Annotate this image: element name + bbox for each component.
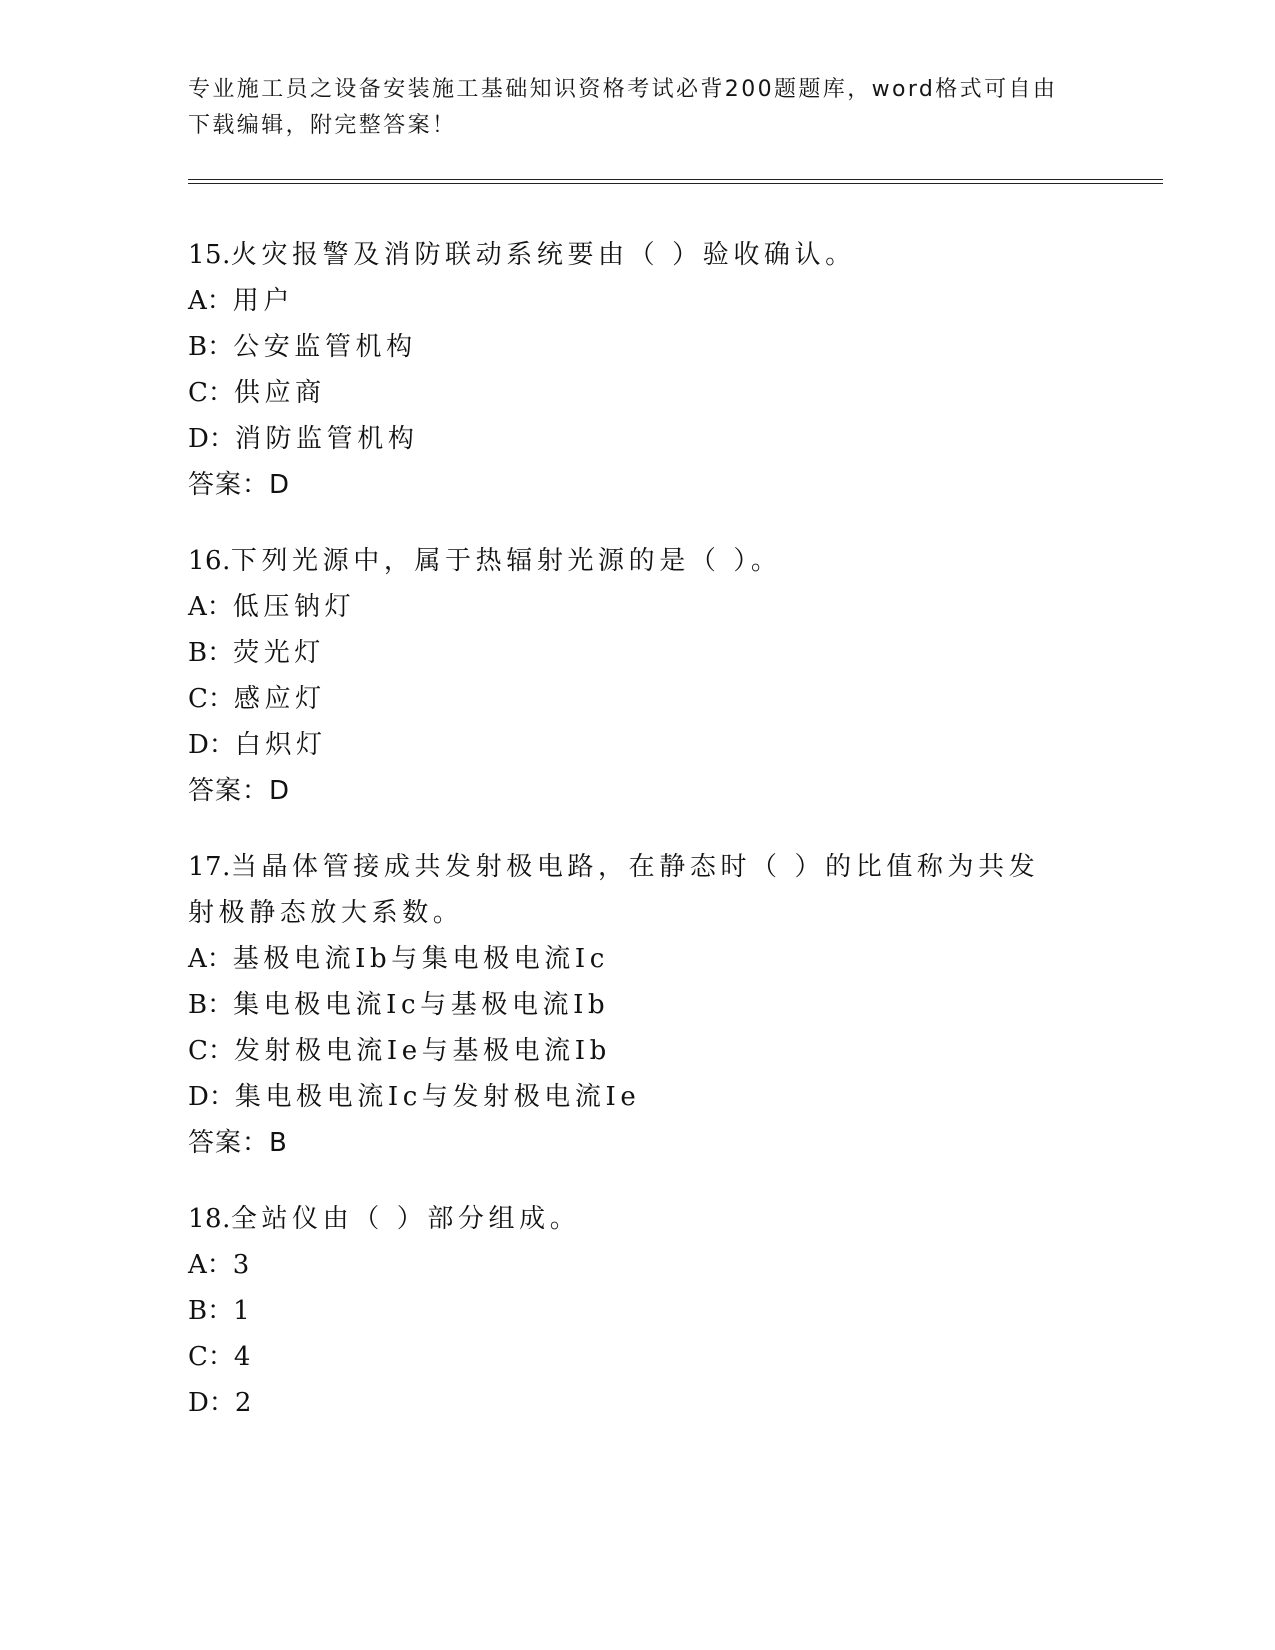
question-number: 16. bbox=[188, 546, 231, 576]
option-text: 集电极电流Ic与发射极电流Ie bbox=[234, 1082, 641, 1112]
option-text: 白炽灯 bbox=[234, 730, 327, 760]
header-line-1: 专业施工员之设备安装施工基础知识资格考试必背200题题库，word格式可自由 bbox=[188, 77, 1058, 102]
option-d bbox=[188, 1380, 1088, 1426]
option-letter: D： bbox=[188, 424, 235, 454]
option-text: 2 bbox=[234, 1388, 257, 1418]
option-b bbox=[188, 1288, 1088, 1334]
option-text: 用户 bbox=[232, 286, 294, 316]
document-header bbox=[188, 72, 1068, 144]
question-stem bbox=[188, 538, 1068, 584]
option-text: 4 bbox=[233, 1342, 256, 1372]
option-letter: D： bbox=[188, 1082, 235, 1112]
header-line-2: 下载编辑，附完整答案！ bbox=[188, 113, 457, 138]
option-b bbox=[188, 982, 1088, 1028]
question-18 bbox=[188, 1196, 1088, 1426]
option-text: 供应商 bbox=[233, 378, 326, 408]
option-letter: B： bbox=[188, 332, 234, 362]
answer-line: 答案：D bbox=[188, 470, 291, 500]
option-a bbox=[188, 936, 1088, 982]
option-text: 低压钠灯 bbox=[232, 592, 356, 622]
option-letter: C： bbox=[188, 1342, 234, 1372]
option-letter: A： bbox=[188, 944, 233, 974]
question-stem bbox=[188, 232, 1068, 278]
option-text: 公安监管机构 bbox=[233, 332, 417, 362]
option-letter: B： bbox=[188, 990, 234, 1020]
question-15 bbox=[188, 232, 1088, 508]
option-letter: A： bbox=[188, 286, 233, 316]
option-d bbox=[188, 1074, 1088, 1120]
option-text: 1 bbox=[233, 1296, 255, 1326]
option-text: 消防监管机构 bbox=[234, 424, 419, 454]
option-letter: C： bbox=[188, 1036, 234, 1066]
option-text: 3 bbox=[232, 1250, 254, 1280]
option-letter: A： bbox=[188, 1250, 233, 1280]
option-text: 发射极电流Ie与基极电流Ib bbox=[233, 1036, 611, 1066]
answer-line: 答案：B bbox=[188, 1128, 288, 1158]
option-text: 感应灯 bbox=[233, 684, 326, 714]
option-text: 荧光灯 bbox=[233, 638, 325, 668]
header-rule-bottom bbox=[188, 183, 1163, 184]
option-c bbox=[188, 370, 1088, 416]
option-d bbox=[188, 722, 1088, 768]
option-a bbox=[188, 1242, 1088, 1288]
option-a bbox=[188, 278, 1088, 324]
question-17 bbox=[188, 844, 1088, 1166]
question-text: 火灾报警及消防联动系统要由（ ）验收确认。 bbox=[230, 240, 856, 270]
option-text: 集电极电流Ic与基极电流Ib bbox=[233, 990, 610, 1020]
header-rule-top bbox=[188, 179, 1163, 180]
question-number: 18. bbox=[188, 1204, 231, 1234]
option-text: 基极电流Ib与集电极电流Ic bbox=[232, 944, 609, 974]
option-letter: B： bbox=[188, 1296, 234, 1326]
option-letter: C： bbox=[188, 684, 234, 714]
question-text: 全站仪由（ ）部分组成。 bbox=[230, 1204, 581, 1234]
option-c bbox=[188, 676, 1088, 722]
option-b bbox=[188, 324, 1088, 370]
option-letter: D： bbox=[188, 1388, 235, 1418]
question-list bbox=[188, 232, 1088, 1456]
option-letter: B： bbox=[188, 638, 234, 668]
question-number: 17. bbox=[188, 852, 231, 882]
question-text: 当晶体管接成共发射极电路，在静态时（ ）的比值称为共发射极静态放大系数。 bbox=[188, 852, 1040, 928]
option-a bbox=[188, 584, 1088, 630]
answer-line: 答案：D bbox=[188, 776, 291, 806]
question-text: 下列光源中，属于热辐射光源的是（ ）。 bbox=[230, 546, 782, 576]
option-letter: C： bbox=[188, 378, 234, 408]
question-stem bbox=[188, 1196, 1068, 1242]
question-stem bbox=[188, 844, 1068, 936]
option-c bbox=[188, 1028, 1088, 1074]
option-letter: D： bbox=[188, 730, 235, 760]
option-letter: A： bbox=[188, 592, 233, 622]
option-d bbox=[188, 416, 1088, 462]
question-16 bbox=[188, 538, 1088, 814]
question-number: 15. bbox=[188, 240, 231, 270]
option-b bbox=[188, 630, 1088, 676]
option-c bbox=[188, 1334, 1088, 1380]
